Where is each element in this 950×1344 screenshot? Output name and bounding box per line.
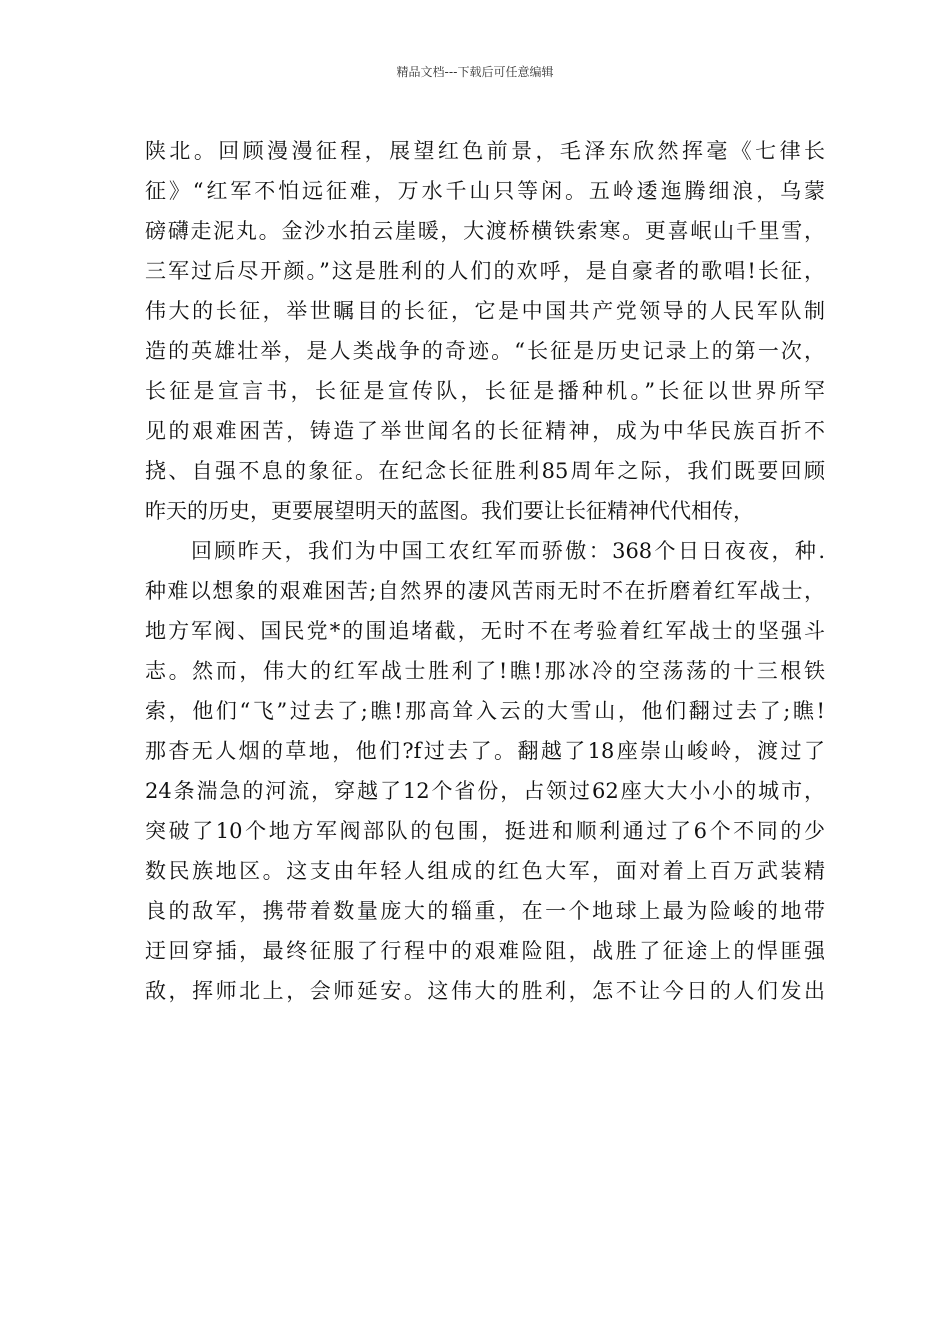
text-line: 地方军阀、国民党*的围追堵截，无时不在考验着红军战士的坚强斗 (145, 619, 825, 643)
text-line: 挠、自强不息的象征。在纪念长征胜利85周年之际，我们既要回顾 (145, 459, 825, 483)
text-line: 造的英雄壮举，是人类战争的奇迹。“长征是历史记录上的第一次， (145, 339, 825, 363)
page-header: 精品文档---下载后可任意编辑 (396, 65, 554, 79)
text-line: 良的敌军，携带着数量庞大的辎重，在一个地球上最为险峻的地带 (145, 899, 825, 923)
text-line: 敌，挥师北上，会师延安。这伟大的胜利，怎不让今日的人们发出 (145, 979, 825, 1003)
text-line: 见的艰难困苦，铸造了举世闻名的长征精神，成为中华民族百折不 (145, 419, 825, 443)
text-line: 征》“红军不怕远征难，万水千山只等闲。五岭逶迤腾细浪，乌蒙 (145, 179, 825, 203)
text-line: 长征是宣言书，长征是宣传队，长征是播种机。”长征以世界所罕 (145, 379, 825, 403)
document-body (145, 131, 825, 1011)
text-line: 三军过后尽开颜。”这是胜利的人们的欢呼，是自豪者的歌唱!长征， (145, 259, 825, 283)
paragraph-1 (145, 131, 825, 531)
text-line: 索，他们“飞”过去了;瞧!那高耸入云的大雪山，他们翻过去了;瞧! (145, 699, 825, 723)
text-line: 伟大的长征，举世瞩目的长征，它是中国共产党领导的人民军队制 (145, 299, 825, 323)
paragraph-2 (145, 531, 825, 1011)
text-line: 24条湍急的河流，穿越了12个省份，占领过62座大大小小的城市， (145, 779, 825, 803)
text-line: 突破了10个地方军阀部队的包围，挺进和顺利通过了6个不同的少 (145, 819, 825, 843)
text-line: 志。然而，伟大的红军战士胜利了!瞧!那冰冷的空荡荡的十三根铁 (145, 659, 825, 683)
text-line: 那杳无人烟的草地，他们?f过去了。翻越了18座崇山峻岭，渡过了 (145, 739, 825, 763)
text-line: 昨天的历史，更要展望明天的蓝图。我们要让长征精神代代相传， (145, 499, 754, 523)
text-line: 种难以想象的艰难困苦;自然界的凄风苦雨无时不在折磨着红军战士， (145, 579, 825, 603)
text-line: 陕北。回顾漫漫征程，展望红色前景，毛泽东欣然挥毫《七律长 (145, 139, 825, 163)
text-line: 磅礴走泥丸。金沙水拍云崖暖，大渡桥横铁索寒。更喜岷山千里雪， (145, 219, 825, 243)
text-line: 迂回穿插，最终征服了行程中的艰难险阻，战胜了征途上的悍匪强 (145, 939, 825, 963)
text-line: 回顾昨天，我们为中国工农红军而骄傲：368个日日夜夜，种. (191, 539, 825, 563)
text-line: 数民族地区。这支由年轻人组成的红色大军，面对着上百万武装精 (145, 859, 825, 883)
